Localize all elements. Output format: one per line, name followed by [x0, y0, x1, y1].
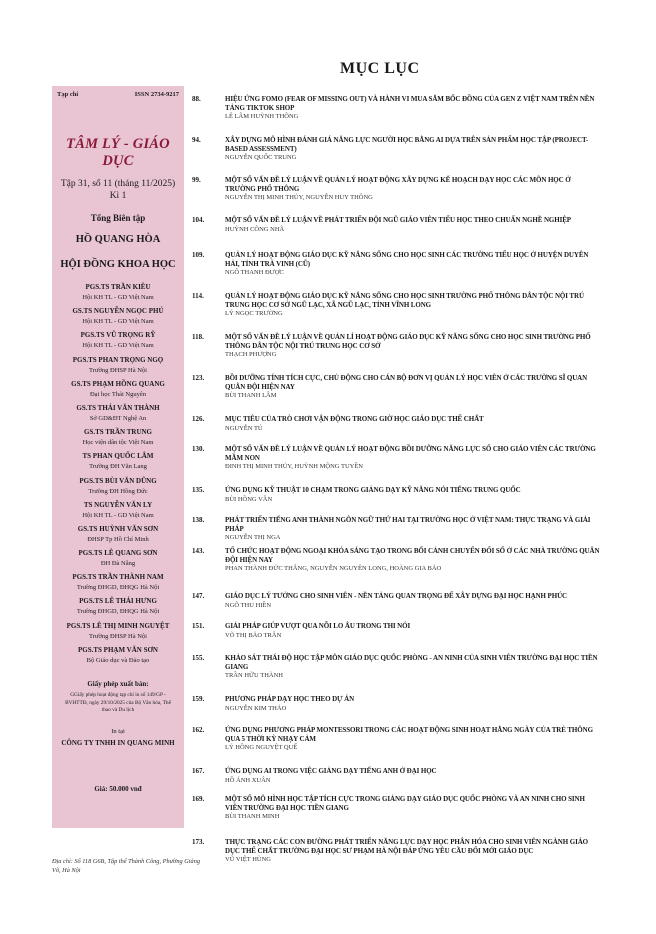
toc-entry[interactable] — [192, 136, 602, 162]
member-name: GS.TS HUỲNH VĂN SƠN — [77, 524, 159, 533]
toc-page-number: 167. — [192, 767, 205, 775]
toc-entry[interactable] — [192, 176, 602, 202]
toc-page-number: 109. — [192, 251, 205, 259]
toc-author: BÙI HỒNG VÂN — [225, 495, 273, 503]
toc-page-number: 104. — [192, 216, 205, 224]
toc-entry[interactable] — [192, 516, 602, 542]
toc-page-number: 155. — [192, 654, 205, 662]
toc-article-title: PHƯƠNG PHÁP DẠY HỌC THEO DỰ ÁN — [225, 695, 355, 703]
toc-page-number: 143. — [192, 547, 205, 555]
masthead-panel — [52, 86, 184, 828]
issn: ISSN 2734-9217 — [134, 91, 179, 98]
council-label: HỘI ĐỒNG KHOA HỌC — [60, 259, 176, 270]
editor-label: Tổng Biên tập — [90, 213, 146, 223]
member-affiliation: Trường ĐHSP Hà Nội — [89, 632, 147, 640]
toc-article-title: GIÁO DỤC LÝ TƯỞNG CHO SINH VIÊN - NỀN TẢNG QUAN TRỌNG ĐỂ XÂY DỰNG ĐẠI HỌC HẠNH PHÚC — [225, 592, 567, 600]
toc-page-number: 147. — [192, 592, 205, 600]
page-title: MỤC LỤC — [340, 60, 420, 77]
issue-part: Kì 1 — [109, 191, 127, 201]
member-name: PGS.TS LÊ THÁI HƯNG — [79, 597, 157, 606]
member-affiliation: Hội KH TL - GD Việt Nam — [82, 342, 154, 350]
member-affiliation: ĐHSP Tp Hồ Chí Minh — [87, 535, 149, 543]
printer-name: CÔNG TY TNHH IN QUANG MINH — [61, 738, 175, 747]
member-affiliation: Hội KH TL - GD Việt Nam — [82, 294, 154, 301]
toc-page-number: 130. — [192, 445, 205, 453]
member-affiliation: Sở GD&ĐT Nghệ An — [89, 414, 147, 422]
toc-entry[interactable] — [192, 374, 602, 400]
toc-entry[interactable] — [192, 726, 602, 752]
toc-page-number: 114. — [192, 292, 204, 300]
toc-author: HUỲNH CÔNG NHÃ — [225, 225, 285, 233]
toc-article-title: THỰC TRẠNG CÁC CON ĐƯỜNG PHÁT TRIỂN NĂNG LỰC DẠY HỌC PHÂN HÓA CHO SINH VIÊN NGÀNH GIÁO DỤC THỂ CHẤT TRƯỜNG ĐẠI HỌC SƯ PHẠM HÀ NỘI ĐÁP ỨNG YÊU CẦU ĐỔI MỚI GIÁO DỤC — [225, 838, 589, 855]
member-name: PGS.TS TRẦN KIÊU — [85, 283, 151, 291]
member-name: GS.TS THÁI VĂN THÀNH — [76, 403, 160, 412]
toc-entry[interactable] — [192, 251, 602, 277]
toc-article-title: MỘT SỐ VẤN ĐỀ LÝ LUẬN VỀ QUẢN LÝ HOẠT ĐỘNG XÂY DỰNG KẾ HOẠCH DẠY HỌC CÁC MÔN HỌC Ở TRƯỜNG PHỔ THÔNG — [225, 176, 571, 193]
journal-label: Tạp chí — [57, 91, 79, 98]
toc-author: NGUYỄN KIM THẢO — [225, 704, 287, 712]
toc-article-title: MỘT SỐ MÔ HÌNH HỌC TẬP TÍCH CỰC TRONG GIẢNG DẠY GIÁO DỤC QUỐC PHÒNG VÀ AN NINH CHO SINH VIÊN TRƯỜNG ĐẠI HỌC TIỀN GIANG — [225, 795, 585, 812]
toc-article-title: QUẢN LÝ HOẠT ĐỘNG GIÁO DỤC KỸ NĂNG SỐNG CHO HỌC SINH TRƯỜNG PHỔ THÔNG DÂN TỘC NỘI TRÚ TRUNG HỌC CƠ SỞ NGŨ LẠC, XÃ NGŨ LẠC, TỈNH VĨNH LONG — [225, 292, 584, 309]
toc-article-title: GIẢI PHÁP GIÚP VƯỢT QUA NỖI LO ÂU TRONG THI NÓI — [225, 622, 411, 630]
toc-entry[interactable] — [192, 592, 602, 610]
member-affiliation: Trường ĐHGD, ĐHQG Hà Nội — [76, 584, 160, 592]
member-affiliation: Trường ĐH Văn Lang — [89, 463, 147, 471]
member-affiliation: ĐH Đà Nẵng — [100, 560, 136, 568]
member-name: PGS.TS BÙI VĂN DŨNG — [79, 476, 157, 485]
issue-volume: Tập 31, số 11 (tháng 11/2025) — [60, 179, 176, 189]
member-name: TS PHAN QUỐC LÂM — [82, 452, 154, 461]
toc-article-title: QUẢN LÝ HOẠT ĐỘNG GIÁO DỤC KỸ NĂNG SỐNG CHO HỌC SINH CÁC TRƯỜNG TIỂU HỌC Ở HUYỆN DUYÊN HẢI, TỈNH TRÀ VINH (CŨ) — [225, 251, 589, 268]
member-affiliation: Đại học Thái Nguyên — [89, 390, 147, 398]
toc-author: TRẦN HỮU THÀNH — [225, 672, 284, 680]
member-name: PGS.TS PHẠM VĂN SƠN — [78, 645, 158, 654]
member-name: GS.TS PHẠM HỒNG QUANG — [71, 379, 165, 388]
toc-entry[interactable] — [192, 216, 602, 234]
toc-article-title: ỨNG DỤNG KỸ THUẬT 10 CHẠM TRONG GIẢNG DẠY KỸ NĂNG NÓI TIẾNG TRUNG QUỐC — [225, 486, 521, 494]
toc-author: ĐINH THỊ MINH THỦY, HUỲNH MỘNG TUYỀN — [225, 463, 364, 471]
toc-author: NGUYỄN TÚ — [225, 424, 263, 432]
member-name: PGS.TS PHAN TRỌNG NGỌ — [72, 355, 164, 364]
toc-page-number: 99. — [192, 176, 201, 184]
member-name: GS.TS TRẦN TRUNG — [83, 428, 152, 437]
toc-author: NGÔ THU HIỀN — [225, 601, 272, 609]
toc-page-number: 173. — [192, 838, 205, 846]
member-name: TS NGUYỄN VĂN LY — [83, 500, 153, 509]
member-name: PGS.TS LÊ THỊ MINH NGUYỆT — [66, 621, 170, 630]
toc-page-number: 123. — [192, 374, 205, 382]
member-name: PGS.TS VŨ TRỌNG RỸ — [80, 331, 156, 340]
toc-article-title: XÂY DỰNG MÔ HÌNH ĐÁNH GIÁ NĂNG LỰC NGƯỜI HỌC BẰNG AI DỰA TRÊN SẢN PHẨM HỌC TẬP (PROJECT-BASED ASSESSMENT) — [225, 136, 589, 153]
toc-page-number: 135. — [192, 486, 205, 494]
toc-author: BÙI THANH MINH — [225, 813, 280, 821]
toc-author: LÝ HỒNG NGUYỆT QUẾ — [225, 744, 298, 752]
toc-author: LÊ LÂM HUỲNH THÔNG — [225, 113, 299, 121]
member-name: PGS.TS LÊ QUANG SƠN — [78, 549, 158, 558]
toc-article-title: ỨNG DỤNG AI TRONG VIỆC GIẢNG DẠY TIẾNG ANH Ở ĐẠI HỌC — [225, 767, 437, 775]
toc-author: THẠCH PHƯỢNG — [225, 351, 277, 359]
toc-article-title: BỒI DƯỠNG TÍNH TÍCH CỰC, CHỦ ĐỘNG CHO CÁN BỘ ĐƠN VỊ QUẢN LÝ HỌC VIÊN Ở CÁC TRƯỜNG SĨ QUAN QUÂN ĐỘI HIỆN NAY — [225, 374, 588, 391]
toc-entry[interactable] — [192, 547, 602, 573]
toc-entry[interactable] — [192, 292, 602, 318]
toc-article-title: HIỆU ỨNG FOMO (FEAR OF MISSING OUT) VÀ HÀNH VI MUA SẮM BỐC ĐỒNG CỦA GEN Z VIỆT NAM TRÊN NỀN TẢNG TIKTOK SHOP — [225, 95, 595, 112]
toc-author: NGUYỄN THỊ MINH THỦY, NGUYỄN HUY THÔNG — [225, 194, 373, 202]
toc-page-number: 138. — [192, 516, 205, 524]
toc-author: VÕ THỊ BẢO TRÂN — [225, 631, 282, 639]
toc-entry[interactable] — [192, 95, 602, 121]
license-title: Giấy phép xuất bản: — [87, 680, 149, 689]
member-name: PGS.TS TRẦN THÀNH NAM — [72, 573, 164, 582]
toc-page-number: 159. — [192, 695, 205, 703]
toc-entry[interactable] — [192, 486, 602, 504]
toc-page-number: 169. — [192, 795, 205, 803]
toc-author: NGUYỄN QUỐC TRUNG — [225, 154, 297, 162]
toc-author: HỒ ÁNH XUÂN — [225, 776, 271, 784]
price: Giá: 50.000 vnđ — [94, 784, 142, 793]
toc-article-title: PHÁT TRIỂN TIẾNG ANH THÀNH NGÔN NGỮ THỨ HAI TẠI TRƯỜNG HỌC Ở VIỆT NAM: THỰC TRẠNG VÀ GIẢI PHÁP — [225, 516, 591, 533]
toc-entry[interactable] — [192, 333, 602, 359]
toc-author: VŨ VIỆT HÙNG — [225, 856, 271, 864]
member-name: GS.TS NGUYỄN NGỌC PHÚ — [72, 307, 164, 316]
toc-author: NGÔ THANH ĐƯỢC — [225, 269, 284, 277]
toc-author: PHAN THÀNH ĐỨC THẮNG, NGUYỄN NGUYÊN LONG, HOÀNG GIA BẢO — [225, 565, 442, 573]
toc-article-title: MỘT SỐ VẤN ĐỀ LÝ LUẬN VỀ QUẢN LÍ HOẠT ĐỘNG GIÁO DỤC KỸ NĂNG SỐNG CHO HỌC SINH TRƯỜNG PHỔ THÔNG DÂN TỘC NỘI TRÚ TRUNG HỌC CƠ SỞ — [225, 333, 591, 350]
editor-name: HỒ QUANG HÒA — [75, 234, 161, 245]
member-affiliation: Trường ĐHSP Hà Nội — [89, 366, 147, 374]
toc-article-title: MỤC TIÊU CỦA TRÒ CHƠI VẬN ĐỘNG TRONG GIỜ HỌC GIÁO DỤC THỂ CHẤT — [225, 415, 484, 423]
member-affiliation: Học viện dân tộc Việt Nam — [82, 439, 154, 447]
member-affiliation: Trường ĐHGD, ĐHQG Hà Nội — [76, 608, 160, 616]
toc-entry[interactable] — [192, 445, 602, 471]
toc-entry[interactable] — [192, 415, 602, 433]
toc-entry[interactable] — [192, 838, 602, 864]
toc-article-title: KHẢO SÁT THÁI ĐỘ HỌC TẬP MÔN GIÁO DỤC QUỐC PHÒNG - AN NINH CỦA SINH VIÊN TRƯỜNG ĐẠI HỌC TIỀN GIANG — [225, 654, 598, 671]
address: Địa chỉ: Số 118 G6B, Tập thể Thành Công, Phường Giảng Võ, Hà Nội — [52, 858, 201, 874]
council-members — [55, 282, 181, 666]
masthead-top-row — [55, 91, 181, 98]
member-affiliation: Bộ Giáo dục và Đào tạo — [86, 656, 150, 664]
toc-entry[interactable] — [192, 695, 602, 713]
toc-article-title: MỘT SỐ VẤN ĐỀ LÝ LUẬN VỀ QUẢN LÝ HOẠT ĐỘNG BỒI DƯỠNG NĂNG LỰC SỐ CHO GIÁO VIÊN CÁC TRƯỜNG MẦM NON — [225, 445, 596, 462]
toc-entry[interactable] — [192, 654, 602, 680]
member-affiliation: Hội KH TL - GD Việt Nam — [82, 511, 154, 519]
toc-author: NGUYỄN THỊ NGA — [225, 534, 281, 542]
member-affiliation: Hội KH TL - GD Việt Nam — [82, 318, 154, 326]
toc-article-title: ỨNG DỤNG PHƯƠNG PHÁP MONTESSORI TRONG CÁC HOẠT ĐỘNG SINH HOẠT HẰNG NGÀY CỦA TRẺ THÔNG QUA 5 THỜI KỲ NHẠY CẢM — [225, 726, 593, 743]
toc-article-title: MỘT SỐ VẤN ĐỀ LÝ LUẬN VỀ PHÁT TRIỂN ĐỘI NGŨ GIÁO VIÊN TIỂU HỌC THEO CHUẨN NGHỀ NGHIỆP — [225, 216, 571, 224]
license-text: GGiấy phép hoạt động tạp chí in số 149/GP - BVHTTĐ, ngày 29/10/2025 của Bộ Văn hóa, Thể thao và Du lịch — [65, 692, 171, 713]
toc-author: BÙI THANH LÂM — [225, 392, 277, 400]
toc-page-number: 94. — [192, 136, 201, 144]
toc-entry[interactable] — [192, 767, 602, 785]
journal-name: TÂM LÝ - GIÁO DỤC — [66, 136, 170, 169]
print-at-label: In tại — [111, 727, 125, 735]
toc-entry[interactable] — [192, 795, 602, 821]
toc-page-number: 162. — [192, 726, 205, 734]
member-affiliation: Trường ĐH Hồng Đức — [88, 487, 148, 495]
toc-page-number: 88. — [192, 95, 201, 103]
toc-entry[interactable] — [192, 622, 602, 640]
toc-article-title: TỔ CHỨC HOẠT ĐỘNG NGOẠI KHÓA SÁNG TẠO TRONG BỐI CẢNH CHUYỂN ĐỔI SỐ Ở CÁC NHÀ TRƯỜNG QUÂN ĐỘI HIỆN NAY — [225, 547, 600, 564]
toc-author: LÝ NGỌC TRƯỜNG — [225, 310, 283, 318]
toc-page-number: 126. — [192, 415, 205, 423]
toc-page-number: 118. — [192, 333, 204, 341]
toc-page-number: 151. — [192, 622, 205, 630]
